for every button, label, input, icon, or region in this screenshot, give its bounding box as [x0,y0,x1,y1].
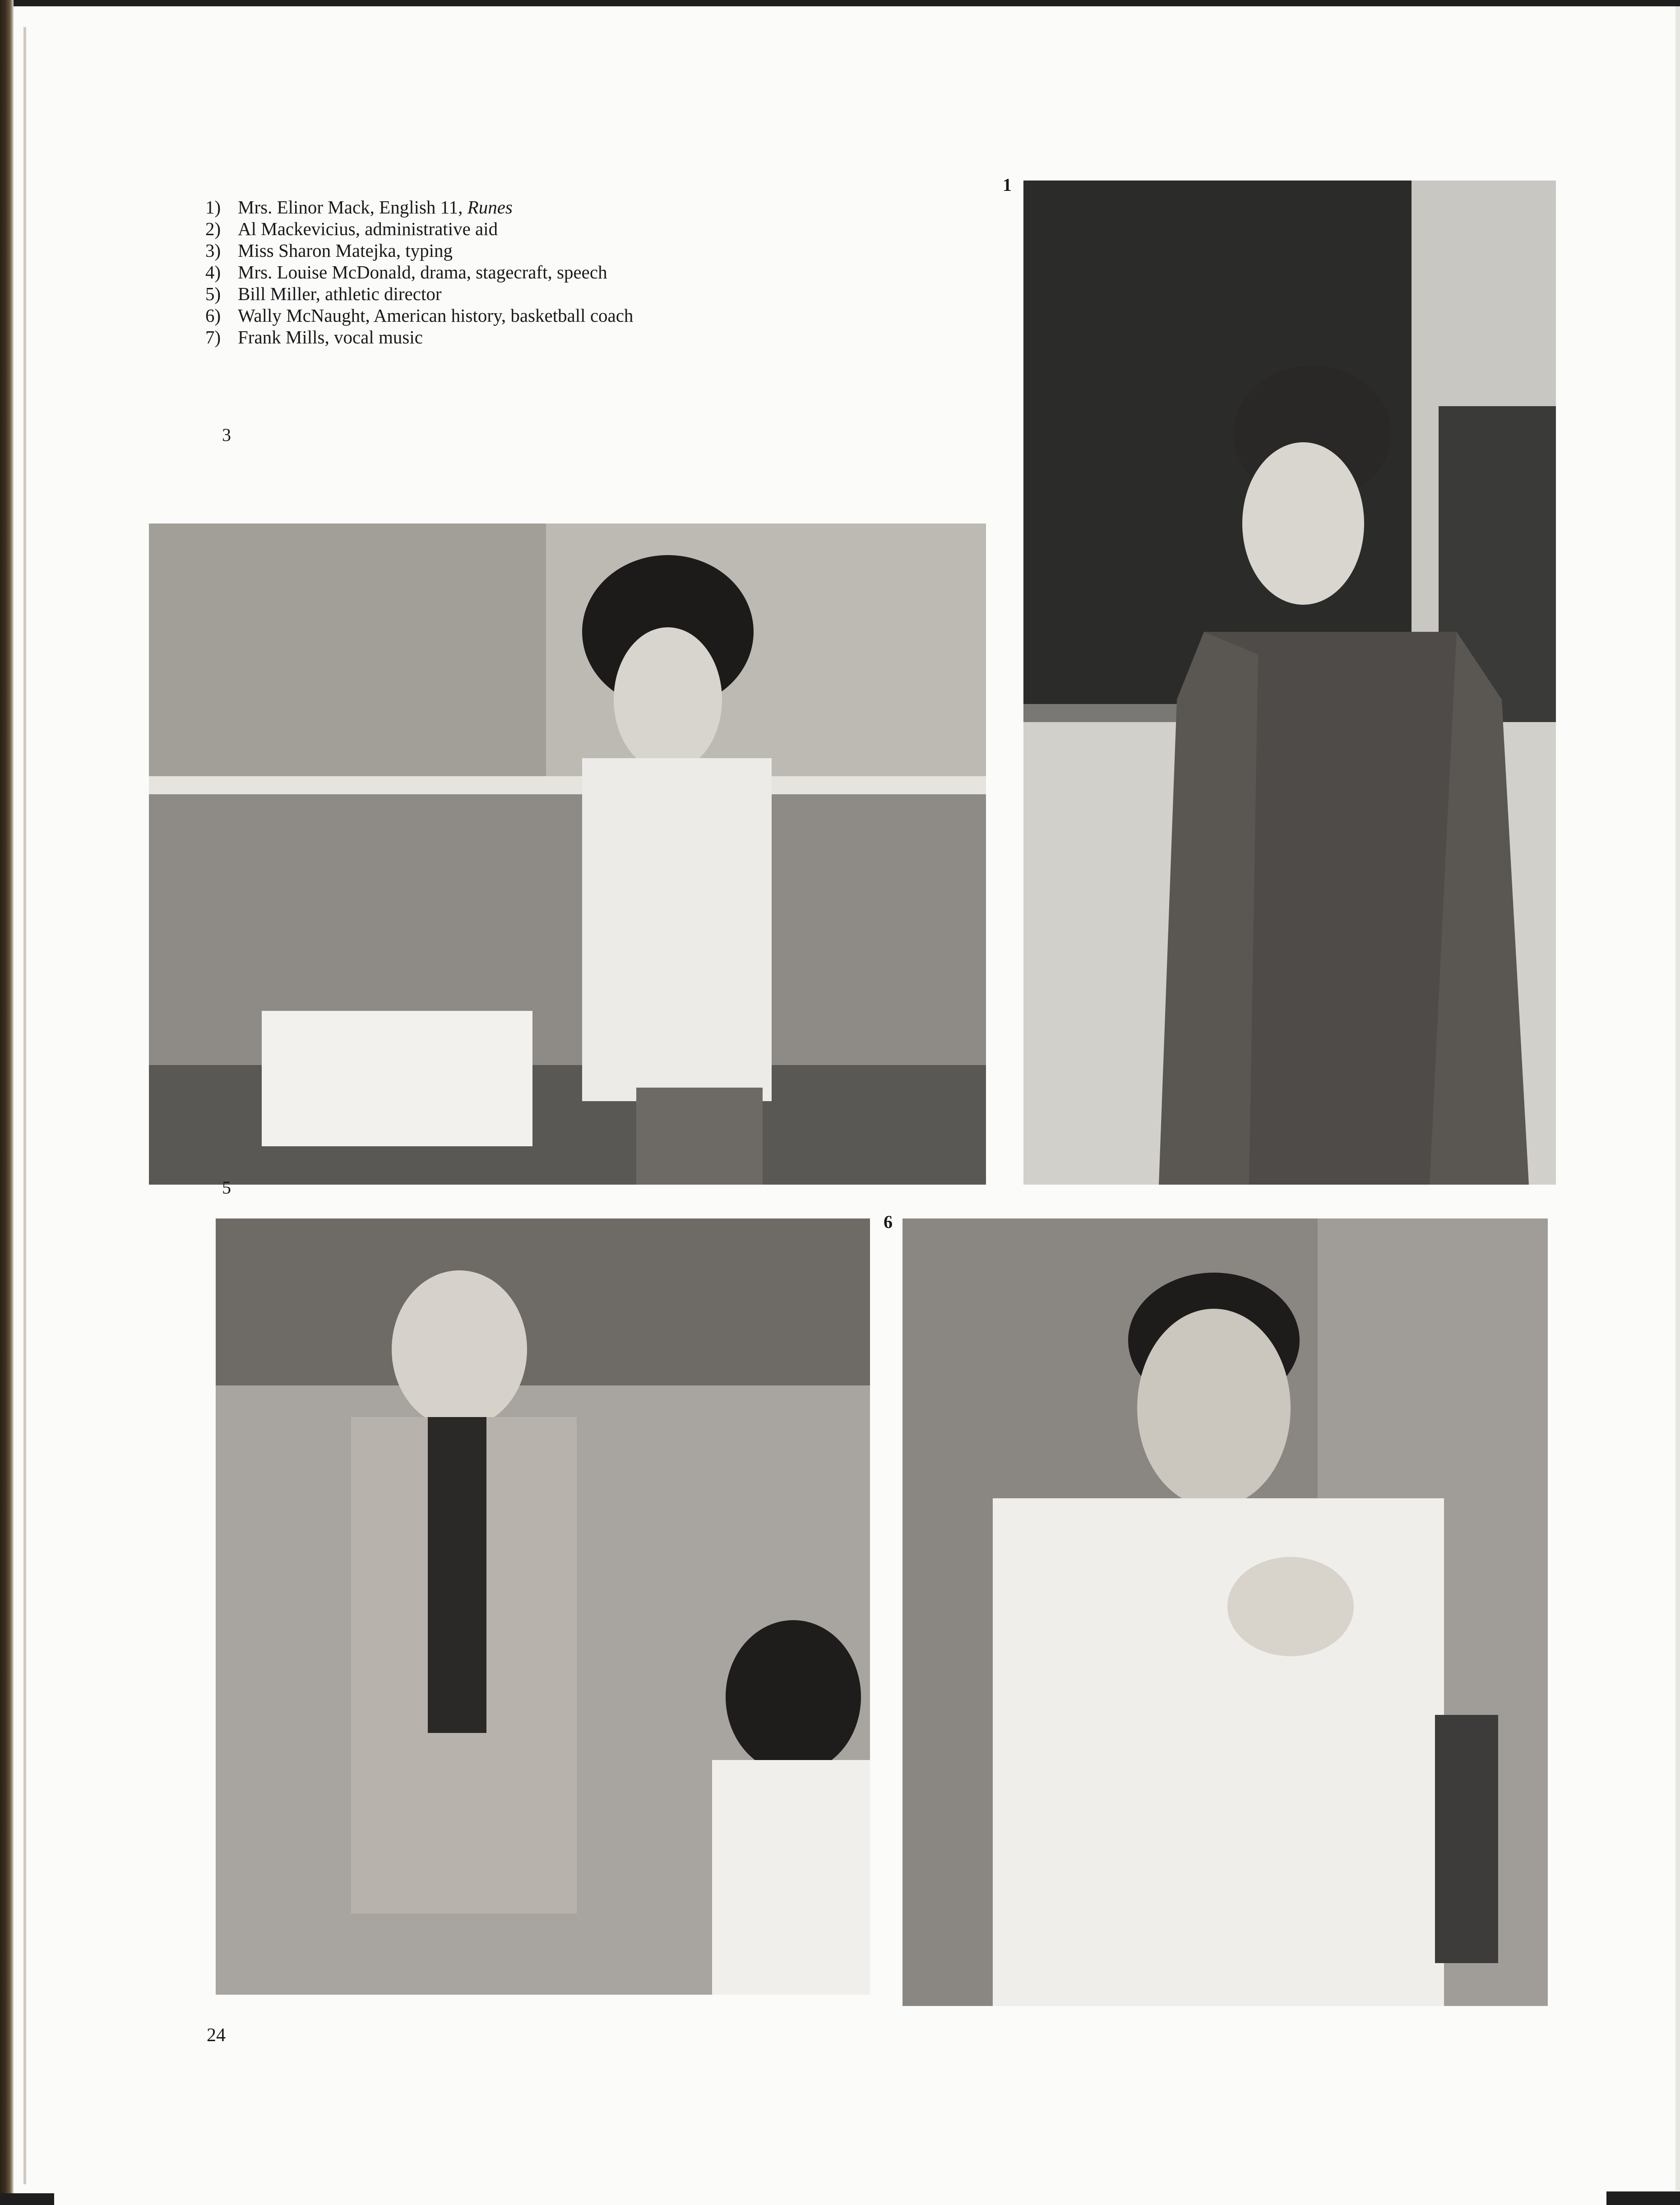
photo-3-number: 3 [222,425,231,445]
photo-5-number: 5 [222,1177,231,1198]
photo-5 [216,1218,870,1995]
bottom-border [1606,2191,1680,2205]
caption-text: Wally McNaught, American history, basketball coach [238,305,634,326]
caption-number: 2) [205,218,221,239]
caption-number: 6) [205,305,221,326]
photo-1-number: 1 [1003,175,1012,195]
photo-5-image [216,1218,870,1995]
photo-6-image [902,1218,1548,2006]
caption-item [205,305,711,326]
caption-text: Bill Miller, athletic director [238,283,442,304]
caption-text: Frank Mills, vocal music [238,327,423,347]
book-spine [0,0,14,2205]
caption-item [205,326,711,348]
photo-6-number: 6 [884,1212,893,1232]
caption-number: 5) [205,283,221,304]
photo-3 [149,523,986,1185]
page-edge [1675,6,1680,2191]
bottom-left-border [0,2193,54,2205]
gutter-line [23,27,26,2184]
page-number: 24 [207,2025,226,2046]
caption-item [205,240,711,261]
caption-text: Mrs. Elinor Mack, English 11, [238,197,463,218]
caption-item [205,196,711,218]
caption-list [205,196,711,348]
photo-6 [902,1218,1548,2006]
caption-number: 7) [205,327,221,347]
caption-text: Al Mackevicius, administrative aid [238,218,498,239]
caption-number: 1) [205,197,221,218]
top-border [0,0,1680,6]
photo-3-image [149,523,986,1185]
caption-item [205,218,711,240]
caption-item [205,283,711,305]
caption-italic: Runes [467,197,513,218]
caption-item [205,261,711,283]
photo-1-image [1023,181,1556,1185]
caption-text: Mrs. Louise McDonald, drama, stagecraft, speech [238,262,607,283]
caption-number: 3) [205,240,221,261]
caption-text: Miss Sharon Matejka, typing [238,240,453,261]
caption-number: 4) [205,262,221,283]
photo-1 [1023,181,1556,1185]
